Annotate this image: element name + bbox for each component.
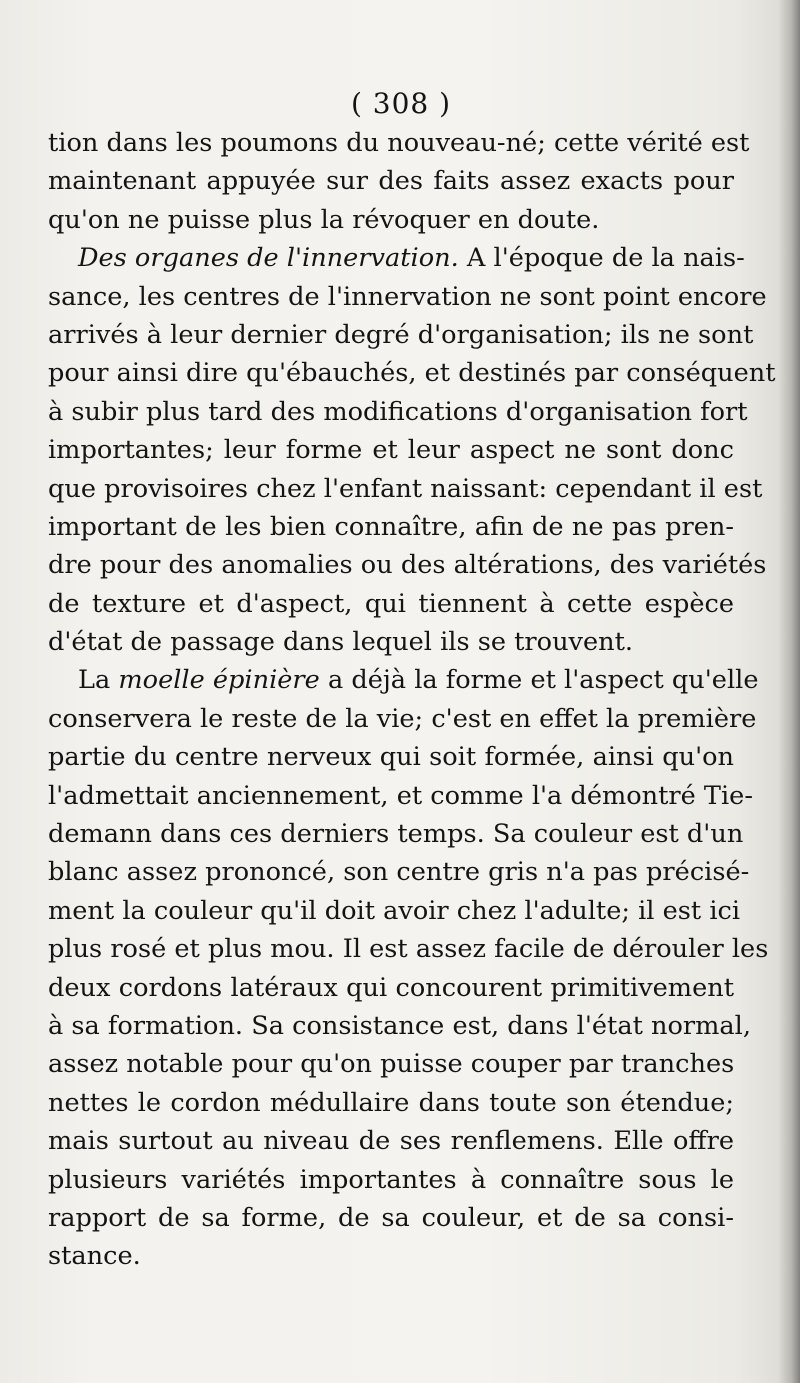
text-line: de texture et d'aspect, qui tiennent à cette espèce xyxy=(48,588,734,619)
text-line: maintenant appuyée sur des faits assez exacts pour xyxy=(48,166,734,197)
text-line: pour ainsi dire qu'ébauchés, et destinés par conséquent xyxy=(48,358,776,389)
text-line: mais surtout au niveau de ses renflemens. Elle offre xyxy=(48,1126,734,1157)
text-line: demann dans ces derniers temps. Sa couleur est d'un xyxy=(48,819,744,850)
page-number: ( 308 ) xyxy=(350,87,452,120)
text-fragment: La xyxy=(78,665,111,696)
text-line: à subir plus tard des modifications d'organisation fort xyxy=(48,396,748,427)
text-line: assez notable pour qu'on puisse couper par tranches xyxy=(48,1049,735,1080)
text-line: conservera le reste de la vie; c'est en effet la première xyxy=(48,703,757,734)
page-edge-shadow xyxy=(778,0,800,1383)
paragraph-1 xyxy=(48,124,750,239)
text-line xyxy=(48,661,759,699)
section-heading: Des organes de l'innervation. xyxy=(78,243,459,274)
text-line: qu'on ne puisse plus la révoquer en doute. xyxy=(48,204,600,235)
text-line: nettes le cordon médullaire dans toute son étendue; xyxy=(48,1087,734,1118)
text-line: sance, les centres de l'innervation ne sont point encore xyxy=(48,281,767,312)
text-line: tion dans les poumons du nouveau-né; cette vérité est xyxy=(48,128,750,158)
text-line: arrivés à leur dernier degré d'organisation; ils ne sont xyxy=(48,319,754,350)
text-line: que provisoires chez l'enfant naissant: cependant il est xyxy=(48,473,763,504)
text-line: stance. xyxy=(48,1241,141,1272)
text-line: à sa formation. Sa consistance est, dans l'état normal, xyxy=(48,1010,751,1041)
text-line: importantes; leur forme et leur aspect ne sont donc xyxy=(48,435,734,466)
text-line: dre pour des anomalies ou des altérations, des variétés xyxy=(48,550,767,581)
paragraph-3 xyxy=(48,661,769,1275)
page-text xyxy=(48,84,776,1276)
paragraph-2 xyxy=(48,239,776,661)
text-line xyxy=(48,239,745,277)
text-line: partie du centre nerveux qui soit formée, ainsi qu'on xyxy=(48,742,734,773)
text-line: important de les bien connaître, afin de ne pas pren- xyxy=(48,511,734,542)
text-line: deux cordons latéraux qui concourent primitivement xyxy=(48,972,734,1003)
text-line: l'admettait anciennement, et comme l'a démontré Tie- xyxy=(48,780,753,811)
text-fragment: A l'époque de la nais- xyxy=(466,243,745,274)
text-line: plusieurs variétés importantes à connaître sous le xyxy=(48,1164,734,1195)
text-line: rapport de sa forme, de sa couleur, et de sa consi- xyxy=(48,1202,734,1233)
text-line: plus rosé et plus mou. Il est assez facile de dérouler les xyxy=(48,934,769,965)
text-fragment: a déjà la forme et l'aspect qu'elle xyxy=(327,665,759,696)
text-line: d'état de passage dans lequel ils se trouvent. xyxy=(48,627,634,658)
text-line: blanc assez prononcé, son centre gris n'a pas précisé- xyxy=(48,857,750,888)
anatomical-term: moelle épinière xyxy=(118,665,320,696)
text-line: ment la couleur qu'il doit avoir chez l'adulte; il est ici xyxy=(48,895,741,926)
